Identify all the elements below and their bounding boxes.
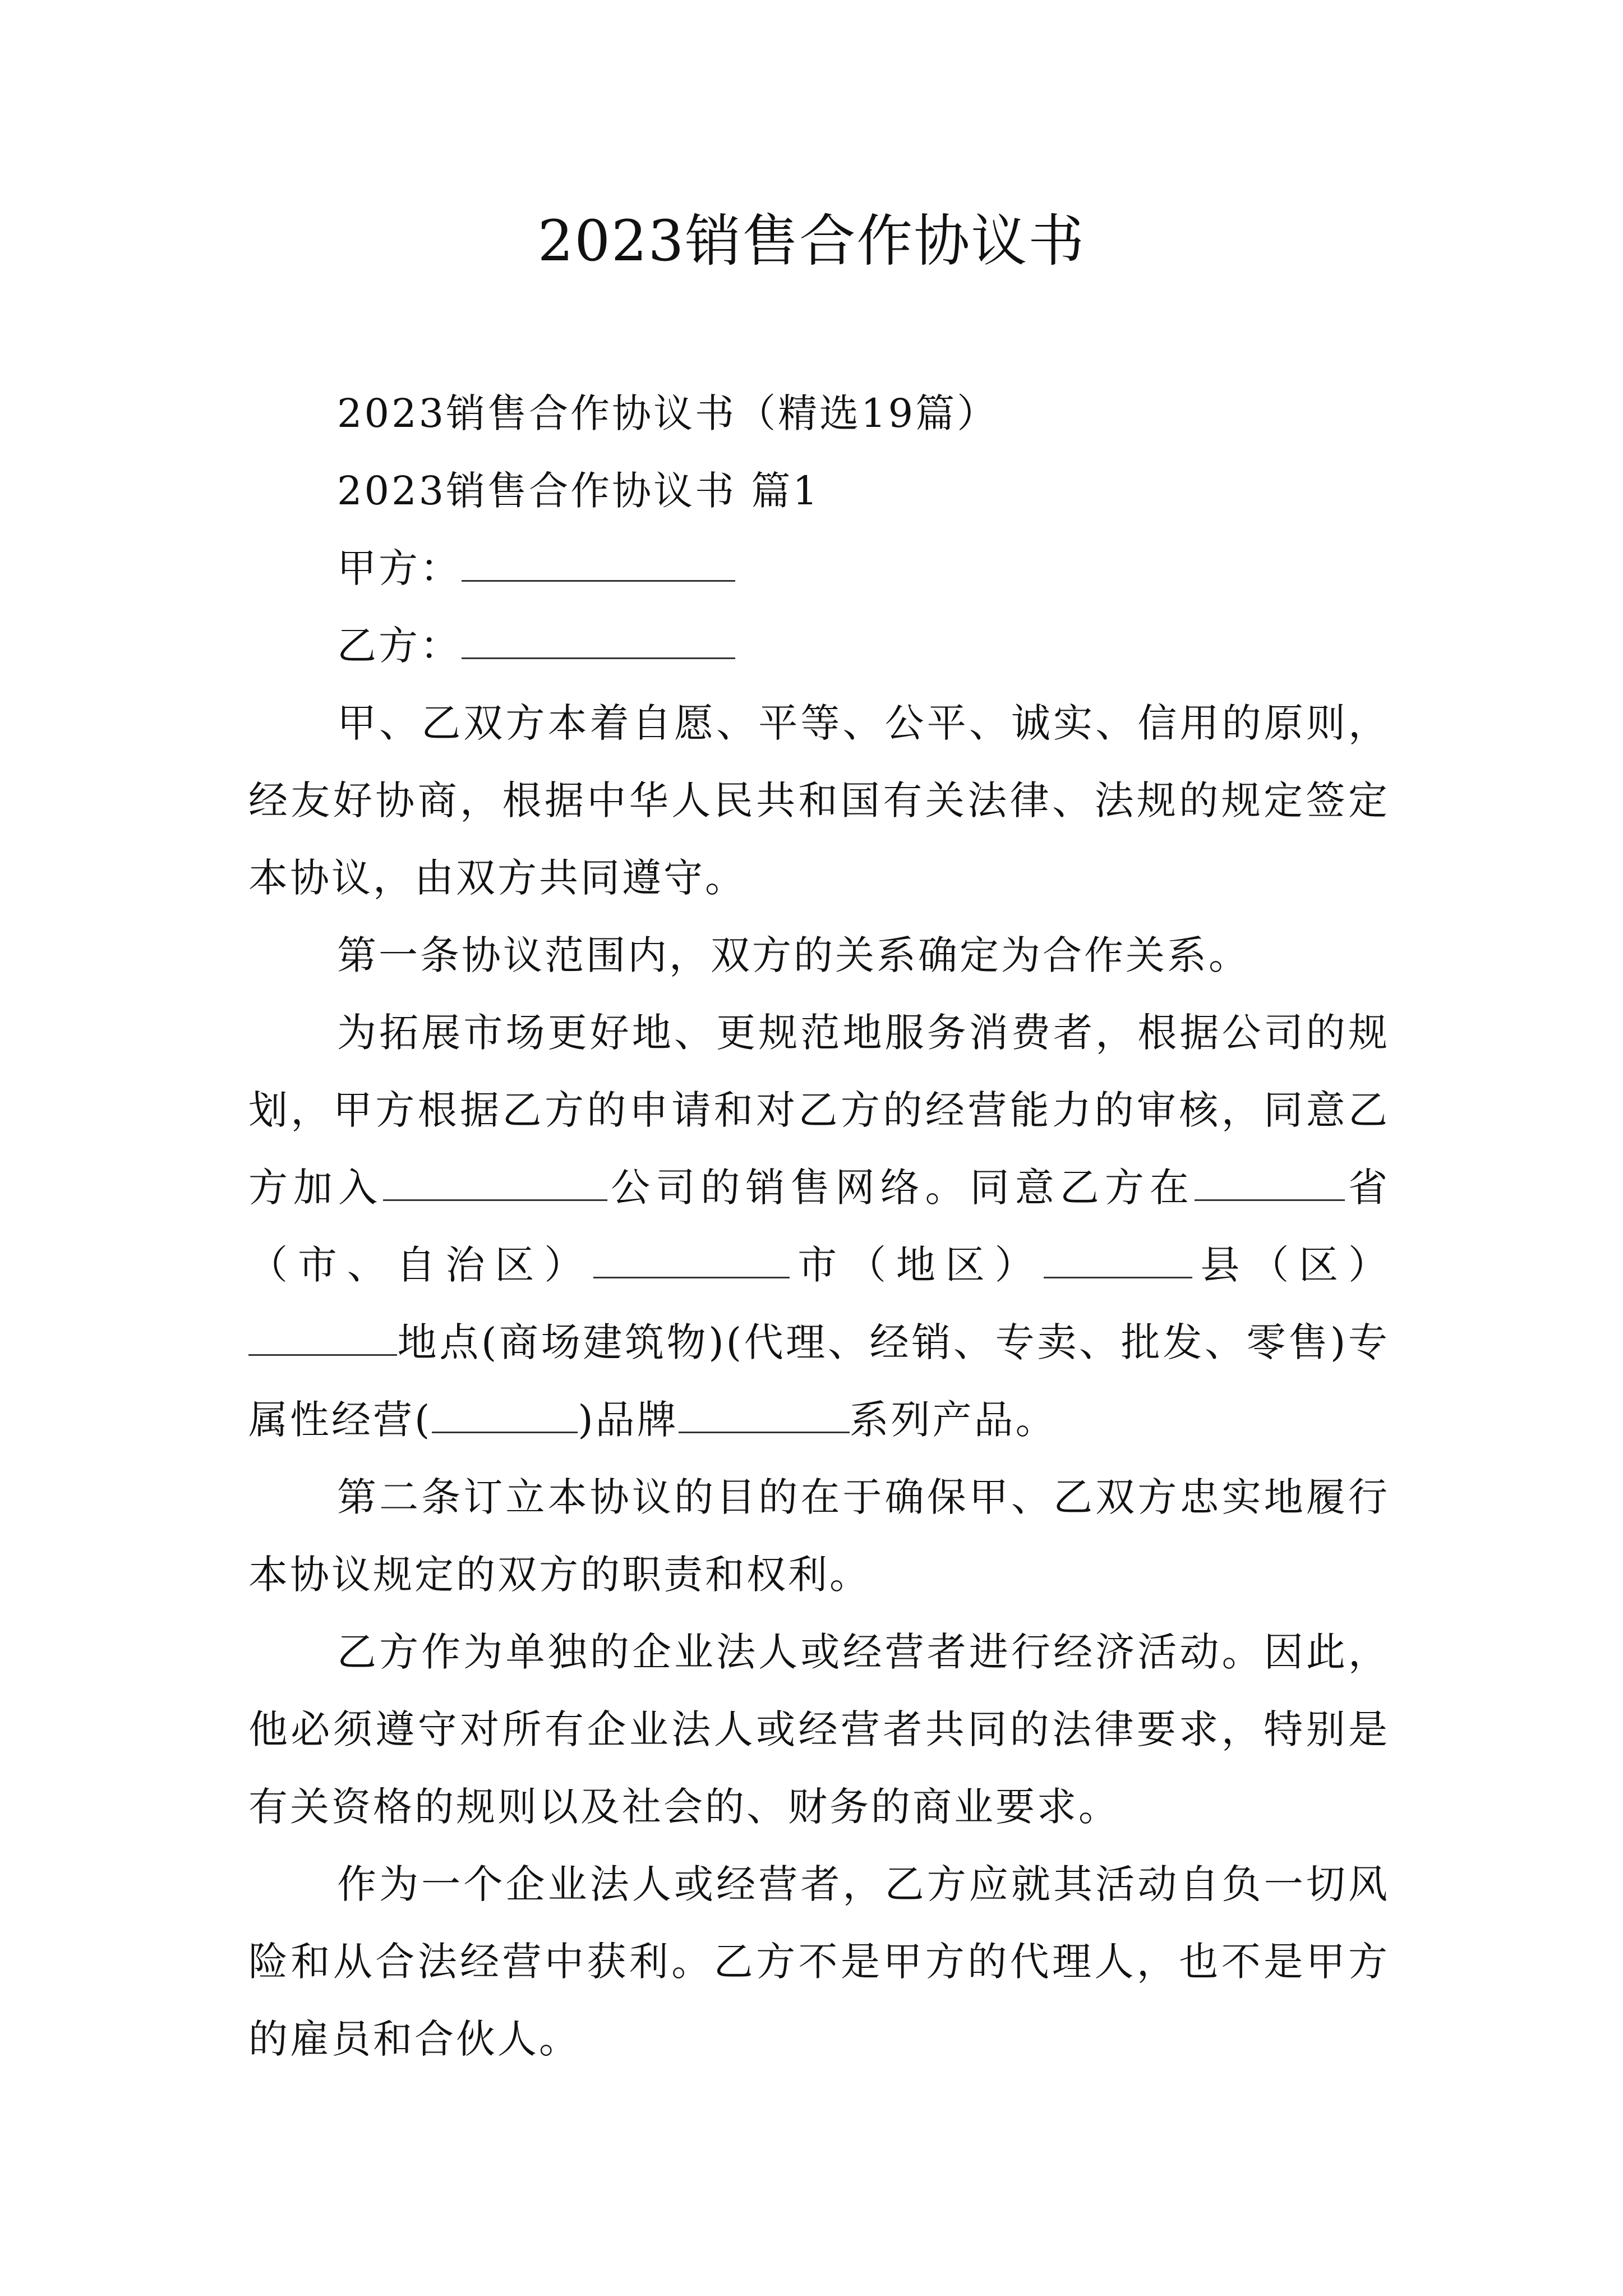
- party-b-label: 乙方：: [337, 623, 462, 669]
- paragraph-scope: [248, 994, 1390, 1458]
- city-blank: [593, 1243, 790, 1278]
- paragraph-independent-entity: 乙方作为单独的企业法人或经营者进行经济活动。因此，他必须遵守对所有企业法人或经营者共同的法律要求，特别是有关资格的规则以及社会的、财务的商业要求。: [248, 1629, 1390, 1830]
- party-b-line: [248, 607, 1390, 684]
- province-blank: [1195, 1166, 1345, 1201]
- paragraph-article-1: 第一条协议范围内，双方的关系确定为合作关系。: [337, 932, 1250, 978]
- scope-text-e: 县（区）: [1192, 1242, 1390, 1288]
- party-a-label: 甲方：: [337, 545, 462, 591]
- series-blank: [679, 1398, 850, 1433]
- paragraph-principles: 甲、乙双方本着自愿、平等、公平、诚实、信用的原则，经友好协商，根据中华人民共和国有关法律、法规的规定签定本协议，由双方共同遵守。: [248, 700, 1390, 901]
- scope-text-f: 地点(商场建筑物)(代理、经销、专卖、批发、零售)专属性经营(: [248, 1319, 1390, 1443]
- paragraph-subtitle: 2023销售合作协议书（精选19篇）: [337, 390, 999, 436]
- document-body: [248, 375, 1390, 2078]
- scope-text-a: 为拓展市场更好地、更规范地服务消费者，根据公司的规划，甲方根据乙方的申请和对乙方的经营能力的审核，同意乙方加入: [248, 1010, 1390, 1211]
- party-a-line: [248, 530, 1390, 607]
- party-b-blank: [462, 624, 735, 659]
- company-blank: [383, 1166, 607, 1201]
- location-blank: [248, 1320, 397, 1356]
- paragraph-section-heading: 2023销售合作协议书 篇1: [337, 468, 820, 514]
- party-a-blank: [462, 546, 735, 582]
- paragraph-risk: 作为一个企业法人或经营者，乙方应就其活动自负一切风险和从合法经营中获利。乙方不是甲方的代理人，也不是甲方的雇员和合伙人。: [248, 1861, 1390, 2062]
- county-blank: [1044, 1243, 1192, 1278]
- document-title: 2023销售合作协议书: [537, 208, 1086, 274]
- scope-text-b: 公司的销售网络。同意乙方在: [607, 1165, 1195, 1211]
- scope-text-c: 省（市、自治区）: [248, 1165, 1390, 1288]
- scope-text-h: 系列产品。: [849, 1397, 1057, 1443]
- scope-text-d: 市（地区）: [790, 1242, 1044, 1288]
- paragraph-article-2: 第二条订立本协议的目的在于确保甲、乙双方忠实地履行本协议规定的双方的职责和权利。: [248, 1474, 1390, 1598]
- scope-text-g: )品牌: [578, 1397, 679, 1443]
- brand-blank: [432, 1398, 578, 1433]
